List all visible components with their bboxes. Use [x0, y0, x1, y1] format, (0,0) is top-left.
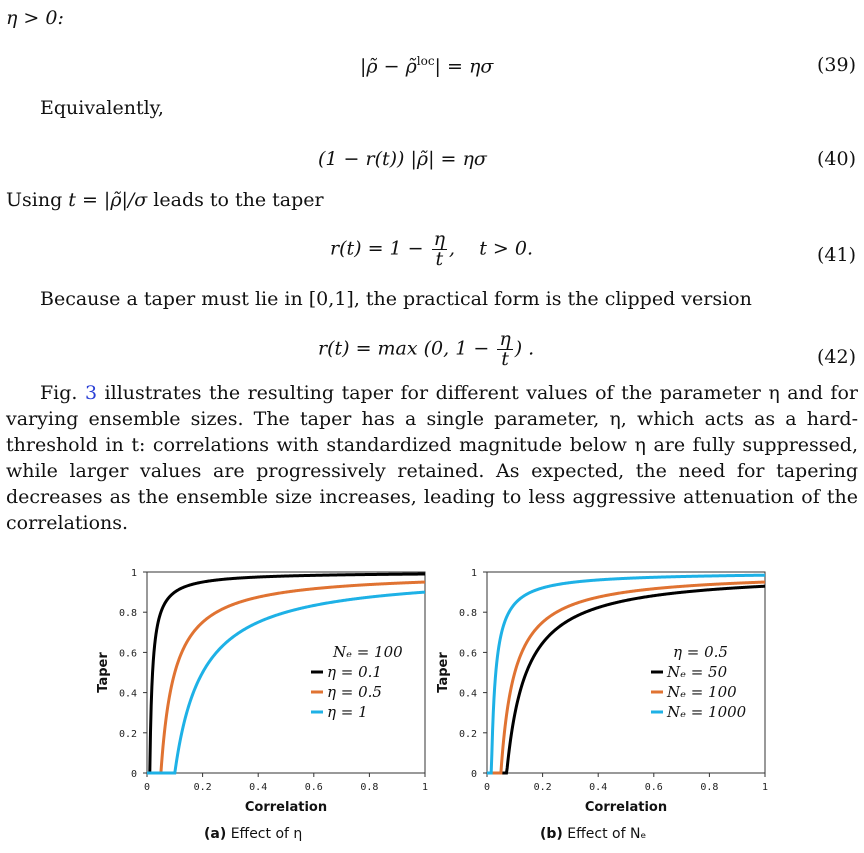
- y-tick-label: 0.6: [118, 648, 137, 660]
- fig-pre: Fig.: [40, 382, 85, 404]
- eq41-right: , t > 0.: [449, 237, 533, 260]
- x-tick-label: 0.6: [304, 782, 323, 793]
- caption-b-text: Effect of Nₑ: [567, 826, 647, 842]
- x-axis-label: Correlation: [584, 800, 668, 815]
- x-axis-label: Correlation: [244, 800, 328, 815]
- eq41-fraction: [432, 230, 447, 269]
- legend-entry: η = 1: [327, 703, 368, 721]
- y-tick-label: 0.4: [118, 688, 137, 700]
- equation-39-number: (39): [816, 54, 856, 76]
- x-tick-label: 0.4: [249, 782, 268, 793]
- equation-39: [360, 54, 493, 77]
- y-tick-label: 0.4: [458, 688, 477, 700]
- y-tick-label: 1: [130, 568, 137, 579]
- y-tick-label: 0.6: [458, 648, 477, 660]
- series-line: [147, 592, 425, 773]
- x-tick-label: 0: [483, 782, 491, 793]
- eq42-frac-num: η: [499, 328, 511, 350]
- legend-entry: η = 0.1: [327, 663, 382, 681]
- y-tick-label: 0: [470, 769, 477, 780]
- because-text: Because a taper must lie in [0,1], the practical form is the clipped version: [40, 288, 752, 310]
- legend-entry: η = 0.5: [327, 683, 382, 701]
- chart-effect-ne: [430, 560, 780, 825]
- x-tick-label: 0.2: [533, 782, 552, 793]
- using-post: leads to the taper: [147, 189, 324, 211]
- equation-40: (1 − r(t)) |ρ̃| = ησ: [318, 148, 487, 170]
- eq41-left: r(t) = 1 −: [330, 237, 424, 260]
- caption-b: [540, 826, 646, 842]
- x-tick-label: 0: [143, 782, 151, 793]
- equivalently-text: Equivalently,: [40, 97, 164, 119]
- figure-paragraph: [6, 380, 858, 536]
- equation-42: [318, 330, 534, 369]
- x-tick-label: 0.2: [193, 782, 212, 793]
- equation-42-number: (42): [816, 346, 856, 368]
- x-tick-label: 0.8: [360, 782, 379, 793]
- caption-a-label: (a): [204, 826, 227, 842]
- paragraph-body: illustrates the resulting taper for different values of the parameter η and for varying ensemble sizes. The taper has a single parameter, η, which acts as a hard-threshold in t: correlations with standardized magnitude below η are fully suppressed, while larger values are progressively retained. As expected, the need for tapering decreases as the ensemble size increases, leading to less aggressive attenuation of the correlations.: [6, 382, 858, 534]
- eq42-left: r(t) = max (0, 1 −: [318, 337, 490, 360]
- y-tick-label: 1: [470, 568, 477, 579]
- y-tick-label: 0.2: [458, 728, 477, 740]
- using-pre: Using: [6, 189, 69, 211]
- eq39-sup: loc: [416, 54, 435, 68]
- y-tick-label: 0.8: [118, 608, 137, 620]
- eq42-fraction: [497, 330, 512, 369]
- eq39-body: |ρ̃ − ρ̃: [360, 55, 417, 78]
- x-tick-label: 1: [421, 782, 429, 793]
- caption-a-text: Effect of η: [230, 826, 303, 842]
- x-tick-label: 0.6: [644, 782, 663, 793]
- legend-entry: Nₑ = 50: [667, 663, 728, 681]
- eq41-frac-den: t: [435, 248, 444, 270]
- legend-entry: Nₑ = 100: [667, 683, 737, 701]
- using-text: [6, 188, 324, 212]
- eq39-tail: | = ησ: [434, 55, 494, 78]
- equation-40-number: (40): [816, 148, 856, 170]
- figure-reference-link[interactable]: 3: [84, 382, 98, 404]
- y-tick-label: 0.2: [118, 728, 137, 740]
- caption-b-label: (b): [540, 826, 563, 842]
- intro-text: η > 0:: [6, 7, 64, 29]
- y-axis-label: Taper: [96, 652, 111, 693]
- legend-title: η = 0.5: [673, 643, 728, 661]
- eq41-frac-num: η: [433, 228, 446, 250]
- using-expr: t = |ρ̃|/σ: [68, 189, 148, 211]
- eq42-frac-den: t: [501, 348, 509, 370]
- eq42-right: ) .: [514, 337, 535, 360]
- x-tick-label: 1: [761, 782, 769, 793]
- plot-area: [147, 572, 425, 773]
- chart-effect-eta: [90, 560, 440, 825]
- series-line: [147, 574, 425, 773]
- equation-41-number: (41): [816, 244, 856, 266]
- legend-entry: Nₑ = 1000: [667, 703, 747, 721]
- y-tick-label: 0: [130, 769, 137, 780]
- caption-a: [204, 826, 302, 842]
- x-tick-label: 0.4: [589, 782, 608, 793]
- x-tick-label: 0.8: [700, 782, 719, 793]
- legend-title: Nₑ = 100: [333, 643, 403, 661]
- equation-41: [330, 230, 533, 269]
- y-tick-label: 0.8: [458, 608, 477, 620]
- y-axis-label: Taper: [436, 652, 451, 693]
